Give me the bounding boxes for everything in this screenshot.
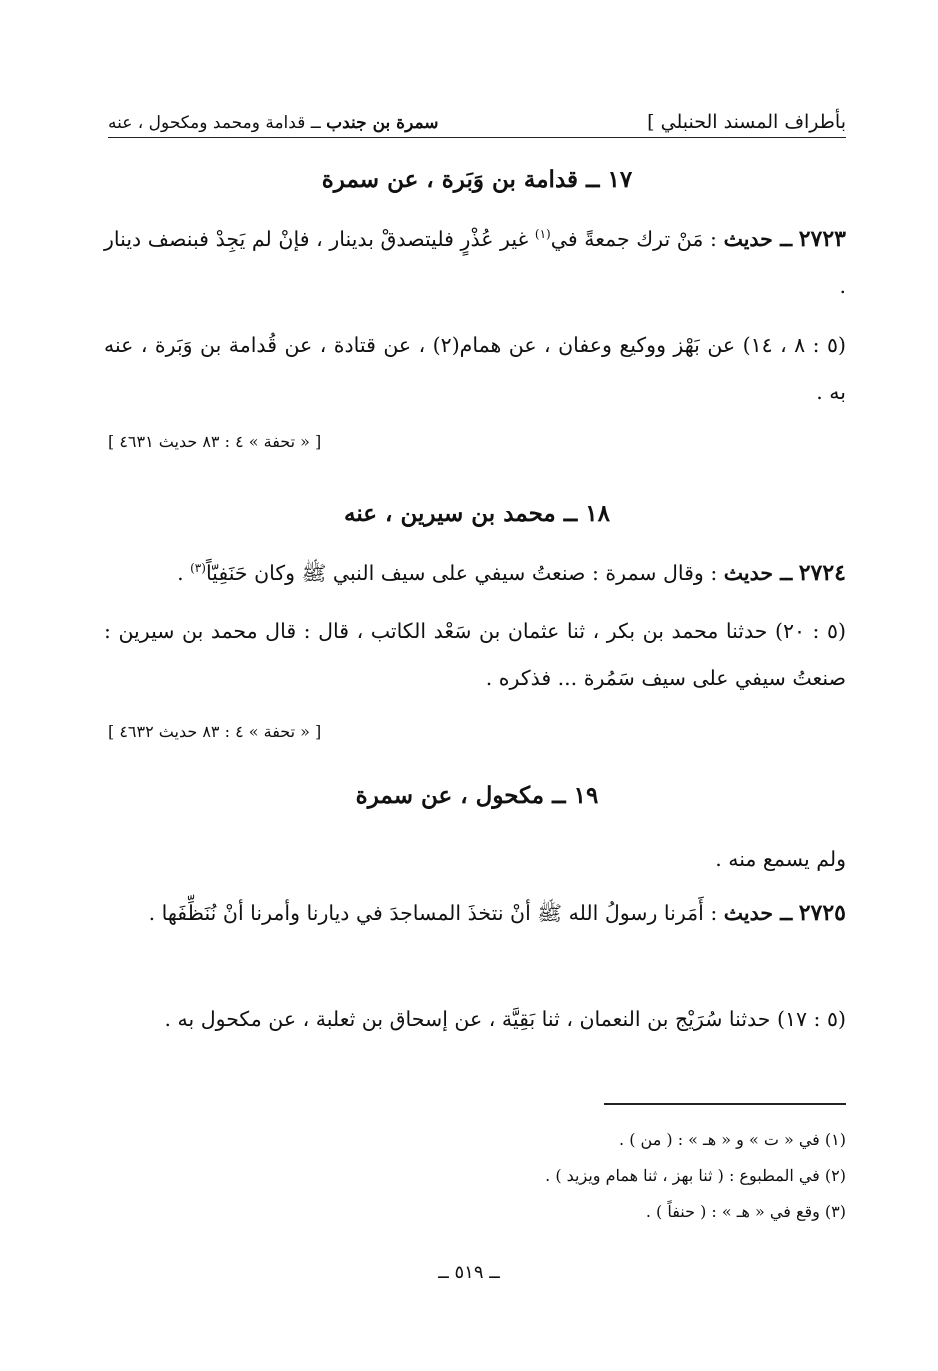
tuhfa-reference: [ « تحفة » ٤ : ٨٣ حديث ٤٦٣٢ ] bbox=[108, 722, 322, 741]
hadith-number: ٢٧٢٥ bbox=[798, 900, 846, 926]
footnote: (١) في « ت » و « هـ » : ( من ) . bbox=[619, 1130, 846, 1149]
hadith-text bbox=[104, 890, 846, 937]
hadith-text bbox=[104, 550, 846, 597]
section-heading: ١٨ ــ محمد بن سيرين ، عنه bbox=[344, 500, 610, 527]
header-companion: سمرة بن جندب bbox=[326, 113, 439, 133]
hadith-body-cont: غير عُذْرٍ فليتصدقْ بدينار ، فإنْ لم يَجِدْ فبنصف دينار . bbox=[104, 227, 846, 298]
header-topic-text: ــ قدامة ومحمد ومكحول ، عنه bbox=[108, 113, 327, 133]
hadith-body-cont: . bbox=[177, 561, 191, 585]
hadith-label: ــ حديث bbox=[723, 561, 793, 585]
section-heading: ١٩ ــ مكحول ، عن سمرة bbox=[355, 782, 599, 809]
tuhfa-reference: [ « تحفة » ٤ : ٨٣ حديث ٤٦٣١ ] bbox=[108, 432, 322, 451]
footnote-ref: (١) bbox=[534, 227, 551, 242]
footnote-separator bbox=[604, 1103, 846, 1105]
footnote-ref: (٣) bbox=[190, 561, 206, 576]
hadith-body: : أَمَرنا رسولُ الله ﷺ أنْ نتخذَ المساجدَ في ديارنا وأمرنا أنْ نُنَظِّفَها . bbox=[148, 901, 724, 925]
footnote: (٢) في المطبوع : ( ثنا بهز ، ثنا همام ويزيد ) . bbox=[545, 1166, 846, 1185]
page-number: ــ ٥١٩ ــ bbox=[438, 1262, 500, 1283]
hadith-body: : وقال سمرة : صنعتُ سيفي على سيف النبي ﷺ وكان حَنَفِيّاً bbox=[205, 561, 724, 585]
hadith-label: ــ حديث bbox=[723, 227, 793, 251]
section-note: ولم يسمع منه . bbox=[715, 847, 846, 871]
isnad: (٥ : ٨ ، ١٤) عن بَهْز ووكيع وعفان ، عن همام(٢) ، عن قتادة ، عن قُدامة بن وَبَرة ، عنه به . bbox=[104, 333, 846, 404]
book-title: بأطراف المسند الحنبلي ] bbox=[647, 111, 846, 133]
hadith-number: ٢٧٢٣ bbox=[798, 226, 846, 252]
running-header bbox=[108, 98, 846, 138]
hadith-text bbox=[104, 216, 846, 310]
isnad: (٥ : ٢٠) حدثنا محمد بن بكر ، ثنا عثمان بن سَعْد الكاتب ، قال : قال محمد بن سيرين : صنعتُ سيفي على سيف سَمُرة ... فذكره . bbox=[104, 619, 846, 690]
section-heading: ١٧ ــ قدامة بن وَبَرة ، عن سمرة bbox=[321, 166, 633, 193]
header-topic bbox=[108, 113, 439, 133]
hadith-body: : مَنْ ترك جمعةً في bbox=[550, 227, 724, 251]
isnad: (٥ : ١٧) حدثنا سُرَيْج بن النعمان ، ثنا بَقِيَّة ، عن إسحاق بن ثعلبة ، عن مكحول به . bbox=[164, 1007, 846, 1031]
hadith-number: ٢٧٢٤ bbox=[798, 560, 846, 586]
hadith-label: ــ حديث bbox=[723, 901, 793, 925]
footnote: (٣) وقع في « هـ » : ( حنفاً ) . bbox=[645, 1202, 846, 1221]
